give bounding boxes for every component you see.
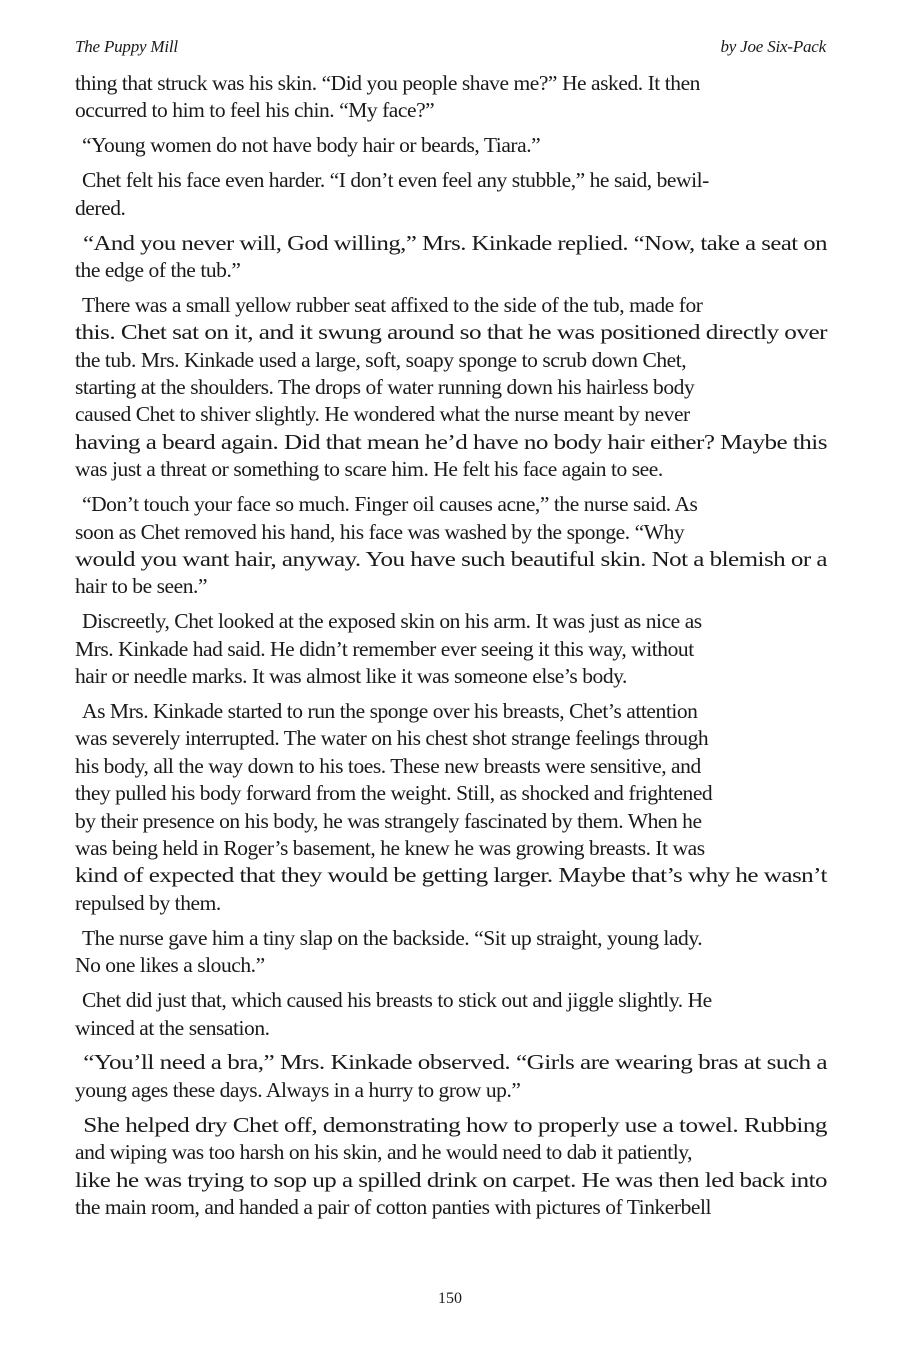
paragraph — [75, 1049, 827, 1104]
text-line: his body, all the way down to his toes. These new breasts were sensitive, and — [75, 753, 701, 778]
text-line: “You’ll need a bra,” Mrs. Kinkade observed. “Girls are wearing bras at such a — [83, 1050, 828, 1075]
running-header-title: The Puppy Mill — [75, 37, 178, 56]
text-line: occurred to him to feel his chin. “My face?” — [75, 98, 435, 123]
text-line: Mrs. Kinkade had said. He didn’t remember ever seeing it this way, without — [75, 636, 694, 661]
text-line: thing that struck was his skin. “Did you people shave me?” He asked. It then — [75, 71, 700, 95]
text-line: Chet did just that, which caused his breasts to stick out and jiggle slightly. He — [82, 988, 712, 1013]
text-line: starting at the shoulders. The drops of water running down his hairless body — [75, 375, 695, 400]
text-line: She helped dry Chet off, demonstrating how to properly use a towel. Rubbing — [83, 1112, 828, 1137]
text-line: caused Chet to shiver slightly. He wondered what the nurse meant by never — [75, 402, 690, 427]
paragraph — [75, 292, 827, 484]
text-line: No one likes a slouch.” — [75, 953, 265, 978]
text-line: like he was trying to sop up a spilled drink on carpet. He was then led back into — [75, 1167, 827, 1192]
text-line: repulsed by them. — [75, 890, 221, 915]
text-line: hair or needle marks. It was almost like it was someone else’s body. — [75, 664, 627, 689]
paragraph — [75, 167, 827, 222]
paragraph — [75, 1112, 827, 1222]
text-line: was being held in Roger’s basement, he knew he was growing breasts. It was — [75, 836, 705, 861]
text-line: by their presence on his body, he was strangely fascinated by them. When he — [75, 808, 702, 833]
text-line: this. Chet sat on it, and it swung around so that he was positioned directly over — [75, 320, 827, 345]
text-line: soon as Chet removed his hand, his face was washed by the sponge. “Why — [75, 519, 685, 544]
text-line: the main room, and handed a pair of cotton panties with pictures of Tinkerbell — [75, 1194, 712, 1219]
text-line: young ages these days. Always in a hurry to grow up.” — [75, 1077, 521, 1102]
text-line: Discreetly, Chet looked at the exposed skin on his arm. It was just as nice as — [82, 609, 702, 634]
text-line: would you want hair, anyway. You have such beautiful skin. Not a blemish or a — [75, 547, 827, 571]
text-line: “Don’t touch your face so much. Finger oil causes acne,” the nurse said. As — [82, 492, 698, 517]
page-number: 150 — [438, 1290, 462, 1307]
text-line: Chet felt his face even harder. “I don’t even feel any stubble,” he said, bewil- — [82, 168, 709, 193]
paragraph — [75, 925, 827, 980]
text-line: winced at the sensation. — [75, 1015, 270, 1040]
running-header-author: by Joe Six-Pack — [720, 37, 826, 56]
text-line: dered. — [75, 195, 126, 220]
paragraph — [75, 70, 827, 125]
text-line: There was a small yellow rubber seat affixed to the side of the tub, made for — [82, 292, 703, 317]
paragraph — [75, 491, 827, 601]
text-line: the tub. Mrs. Kinkade used a large, soft, soapy sponge to scrub down Chet, — [75, 347, 687, 372]
text-line: The nurse gave him a tiny slap on the backside. “Sit up straight, young lady. — [82, 925, 703, 950]
paragraph — [75, 608, 827, 690]
paragraph — [75, 987, 827, 1042]
text-line: and wiping was too harsh on his skin, and he would need to dab it patiently, — [75, 1140, 693, 1165]
text-line: As Mrs. Kinkade started to run the sponge over his breasts, Chet’s attention — [82, 699, 698, 724]
text-line: they pulled his body forward from the weight. Still, as shocked and frightened — [75, 781, 713, 806]
text-line: the edge of the tub.” — [75, 257, 241, 282]
text-line: kind of expected that they would be getting larger. Maybe that’s why he wasn’t — [75, 863, 828, 888]
text-line: hair to be seen.” — [75, 574, 208, 599]
paragraph — [75, 230, 827, 285]
text-line: “Young women do not have body hair or beards, Tiara.” — [82, 133, 541, 158]
text-line: was just a threat or something to scare him. He felt his face again to see. — [75, 457, 663, 482]
text-line: “And you never will, God willing,” Mrs. Kinkade replied. “Now, take a seat on — [83, 230, 827, 255]
text-line: was severely interrupted. The water on his chest shot strange feelings through — [75, 726, 709, 751]
paragraph — [75, 698, 827, 917]
body-text — [75, 70, 827, 1229]
paragraph — [75, 132, 827, 159]
text-line: having a beard again. Did that mean he’d have no body hair either? Maybe this — [75, 429, 827, 454]
